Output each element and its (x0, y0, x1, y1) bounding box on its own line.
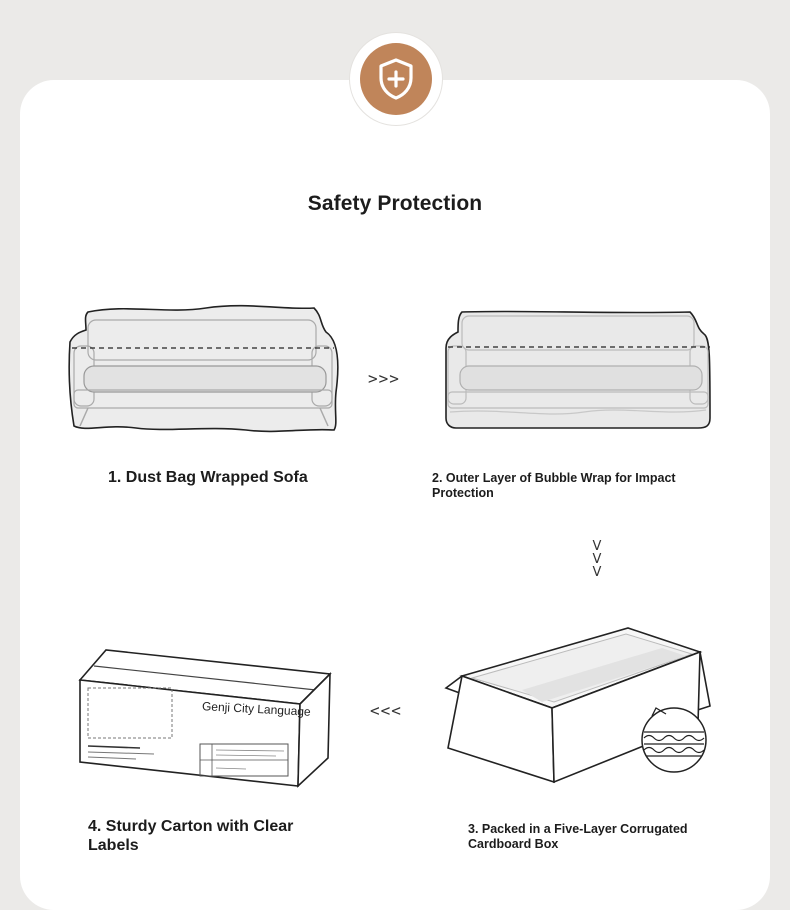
dust-bag-sofa-illustration (66, 302, 342, 438)
arrow-left: <<< (370, 701, 402, 720)
shield-plus-icon (360, 43, 432, 115)
step-3-label: 3. Packed in a Five-Layer Corrugated Cardboard Box (468, 822, 688, 851)
bubble-wrap-sofa-illustration (444, 308, 714, 432)
step-2-label: 2. Outer Layer of Bubble Wrap for Impact Protection (432, 471, 676, 500)
corrugated-box-illustration (442, 624, 716, 800)
carton-brand-text: Genji City Language (201, 699, 312, 719)
badge (350, 33, 442, 125)
step-4-label: 4. Sturdy Carton with Clear Labels (88, 818, 294, 855)
page-title: Safety Protection (307, 192, 483, 215)
arrow-right: >>> (368, 369, 400, 388)
step-1-label: 1. Dust Bag Wrapped Sofa (108, 469, 308, 486)
labeled-carton-illustration (76, 648, 334, 790)
